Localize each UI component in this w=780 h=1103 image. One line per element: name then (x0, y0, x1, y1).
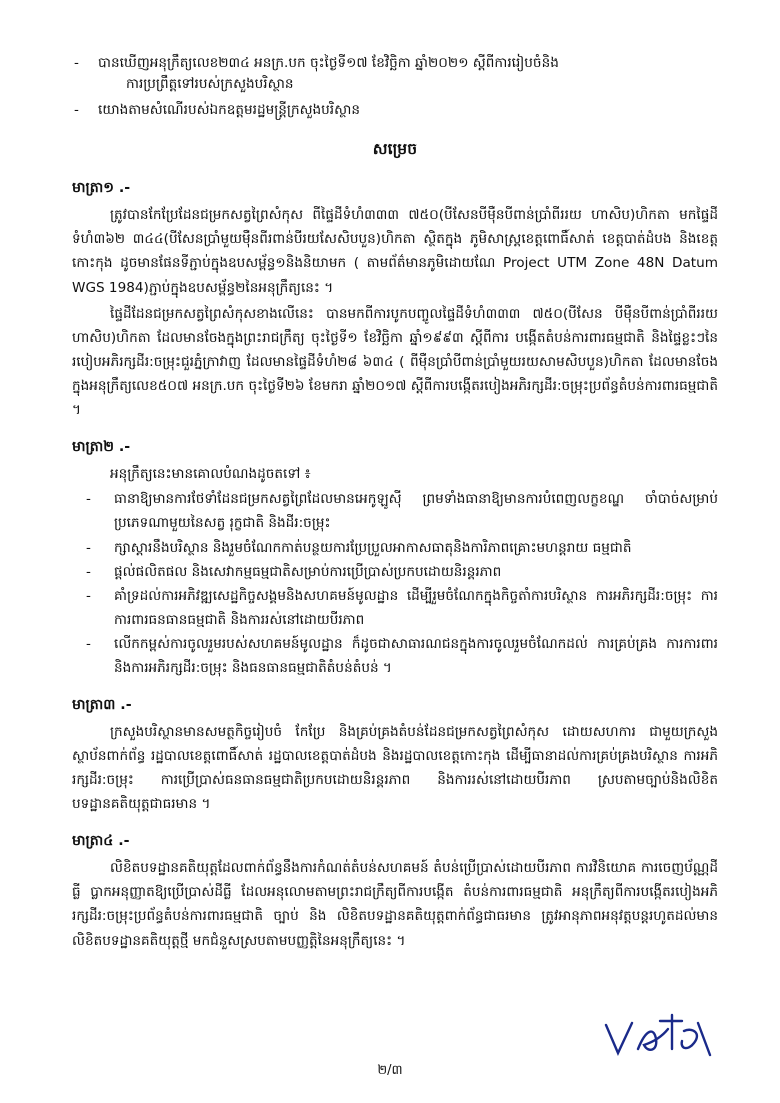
article-2 (72, 435, 718, 681)
bullet-text: យោងតាមសំណើរបស់ឯកឧត្តមរដ្ឋមន្ត្រីក្រសួងបរិស្ថាន (98, 101, 360, 118)
list-item (72, 560, 718, 584)
article-1-title: មាត្រា១ .- (72, 179, 131, 196)
bullet-dash: - (74, 55, 79, 71)
list-dash: - (86, 563, 91, 580)
list-item-text: ផ្ដល់ផលិតផល និងសេវាកម្មធម្មជាតិសម្រាប់ការប្រើប្រាស់ប្រកបដោយនិរន្តរភាព (114, 563, 502, 580)
article-3-paragraph-1: ក្រសួងបរិស្ថានមានសមត្ថកិច្ចរៀបចំ កែប្រែ និងគ្រប់គ្រងតំបន់ដែនជម្រកសត្វព្រៃសំកុស ដោយសហការ ជាមួយក្រសួង ស្ថាប័នពាក់ព័ន្ធ រដ្ឋបាលខេត្តពោធិ៍សាត់ រដ្ឋបាលខេត្តបាត់ដំបង និងរដ្ឋបាលខេត្តកោះកុង ដើម្បីធានាដល់ការគ្រប់គ្រងបរិស្ថាន ការអភិរក្សដីរ:ចម្រុះ ការប្រើប្រាស់ធនធានធម្មជាតិប្រកបដោយនិរន្តរភាព និងការរស់នៅដោយបីរភាព ស្របតាមច្បាប់និងលិខិតបទដ្ឋានគតិយុត្តជាធរមាន ។ (72, 723, 718, 813)
list-item-text: ក្សាស្ដារនឹងបរិស្ថាន និងរួមចំណែកកាត់បន្ថយការប្រែប្រួលអាកាសធាតុនិងការិភាពគ្រោះមហន្តរាយ ធម្មជាតិ (114, 539, 632, 556)
bullet-text-continued: ការប្រព្រឹត្តទៅរបស់ក្រសួងបរិស្ថាន (126, 76, 294, 93)
article-1-paragraph-1: ត្រូវបានកែប្រែដែនជម្រកសត្វព្រៃសំកុស ពីផ្ទៃដីទំហំ៣៣៣ ៧៥០(បីសែនបីម៉ឺនបីពាន់ប្រាំពីររយ ហាសិប)ហិកតា មកផ្ទៃដីទំហំ៣៦២ ៣៤៤(បីសែនប្រាំមួយម៉ឺនពីរពាន់បីរយសែសិបបួន)ហិកតា ស្ថិតក្នុង ភូមិសាស្ត្រខេត្តពោធិ៍សាត់ ខេត្តបាត់ដំបង និងខេត្តកោះកុង ដូចមានផែនទីភ្ជាប់ក្នុងឧបសម្ព័ន្ធ១និងនិយាមក ( តាមព័ត៌មានភូមិដោយណែ Project UTM Zone 48N Datum WGS 1984)ភ្ជាប់ក្នុងឧបសម្ព័ន្ធ២នៃអនុក្រឹត្យនេះ ។ (72, 206, 718, 296)
list-item-text: គាំទ្រដល់ការអភិវឌ្ឍសេដ្ឋកិច្ចសង្គមនិងសហគមន៍មូលដ្ឋាន ដើម្បីរួមចំណែកក្នុងកិច្ចតាំការបរិស្ថាន ការអភិរក្សដីរ:ចម្រុះ ការការពារធនធានធម្មជាតិ និងការរស់នៅដោយបីរភាព (114, 587, 718, 629)
list-item (72, 487, 718, 535)
signature-block (598, 1009, 718, 1069)
signature-icon (598, 1009, 718, 1069)
page-number: ២/៣ (377, 1063, 403, 1078)
article-4 (72, 829, 718, 953)
article-2-intro: អនុក្រឹត្យនេះមានគោលបំណងដូចតទៅ ៖ (110, 465, 311, 482)
list-dash: - (86, 636, 91, 653)
article-3-title: មាត្រា៣ .- (72, 696, 132, 713)
article-4-title: មាត្រា៤ .- (72, 832, 130, 849)
article-1-paragraph-2: ផ្ទៃដីដែនជម្រកសត្វព្រៃសំកុសខាងលើនេះ បានមកពីការបូកបញ្ចូលផ្ទៃដីទំហំ៣៣៣ ៧៥០(បីសែន បីម៉ឺនបីពាន់ប្រាំពីររយហាសិប)ហិកតា ដែលមានចែងក្នុងព្រះរាជក្រឹត្យ ចុះថ្ងៃទី១ ខែវិច្ឆិកា ឆ្នាំ១៩៩៣ ស្ដីពីការ បង្កើតតំបន់ការពារធម្មជាតិ និងផ្ទៃខ្លះៗនៃរបៀបអភិរក្សដីរ:ចម្រុះជួរភ្នំក្រាវាញ ដែលមានផ្ទៃដីទំហំ២៨ ៦៣៤ ( ពីម៉ឺនប្រាំបីពាន់ប្រាំមួយរយសាមសិបបួន)ហិកតា ដែលមានចែងក្នុងអនុក្រឹត្យលេខ៥០៧ អនក្រ.បក ចុះថ្ងៃទី២៦ ខែមករា ឆ្នាំ២០១៧ ស្ដីពីការបង្កើតរបៀងអភិរក្សដីរ:ចម្រុះប្រព័ន្ធតំបន់ការពារធម្មជាតិ ។ (72, 305, 718, 419)
article-2-title: មាត្រា២ .- (72, 438, 131, 455)
article-4-paragraph-1: លិខិតបទដ្ឋានគតិយុត្តដែលពាក់ព័ន្ធនឹងការកំណត់តំបន់សហគមន៍ តំបន់ប្រើប្រាស់ដោយបីរភាព ការវិនិយោគ ការចេញប័ណ្ណដីធ្លី ប្លាកអនុញ្ញាតឱ្យប្រើប្រាស់ដីធ្លី ដែលអនុលោមតាមព្រះរាជក្រឹត្យពីការបង្កើត តំបន់ការពារធម្មជាតិ អនុក្រឹត្យពីការបង្កើតរបៀងអភិរក្សដីរ:ចម្រុះប្រព័ន្ធតំបន់ការពារធម្មជាតិ ច្បាប់ និង លិខិតបទដ្ឋានគតិយុត្តពាក់ព័ន្ធជាធរមាន ត្រូវអានុភាពអនុវត្តបន្តរហូតដល់មានលិខិតបទដ្ឋានគតិយុត្តថ្មី មកជំនួសស្របតាមបញ្ញត្តិនៃអនុក្រឹត្យនេះ ។ (72, 859, 718, 949)
decision-heading: សម្រេច (372, 140, 418, 159)
bullet-text: បានឃើញអនុក្រឹត្យលេខ២៣៤ អនក្រ.បក ចុះថ្ងៃទី១៧ ខែវិច្ឆិកា ឆ្នាំ២០២១ ស្ដីពីការរៀបចំនិង (98, 55, 559, 71)
list-dash: - (86, 491, 91, 508)
list-item (72, 584, 718, 632)
bullet-item (72, 99, 718, 122)
list-item-text: លើកកម្ពស់ការចូលរួមរបស់សហគមន៍មូលដ្ឋាន ក៏ដូចជាសាធារណជនក្នុងការចូលរួមចំណែកដល់ ការគ្រប់គ្រង ការការពារ និងការអភិរក្សដីរ:ចម្រុះ និងធនធានធម្មជាតិតំបន់តំបន់ ។ (114, 636, 718, 677)
list-item (72, 536, 718, 560)
list-dash: - (86, 539, 91, 556)
list-item-text: ធានាឱ្យមានការថែទាំដែនជម្រកសត្វព្រៃដែលមានអេកូឡូស៊ី ព្រមទាំងធានាឱ្យមានការបំពេញលក្ខខណ្ឌ ចាំបាច់សម្រាប់ប្រភេទណាមួយនៃសត្វ រុក្ខជាតិ និងដីរ:ចម្រុះ (114, 491, 718, 532)
list-item (72, 632, 718, 680)
document-body (72, 52, 718, 953)
bullet-item (72, 52, 718, 97)
article-3 (72, 693, 718, 817)
bullet-dash: - (74, 101, 79, 118)
list-dash: - (86, 587, 91, 604)
article-1 (72, 176, 718, 423)
article-2-list (72, 487, 718, 681)
top-bullet-list (72, 52, 718, 122)
